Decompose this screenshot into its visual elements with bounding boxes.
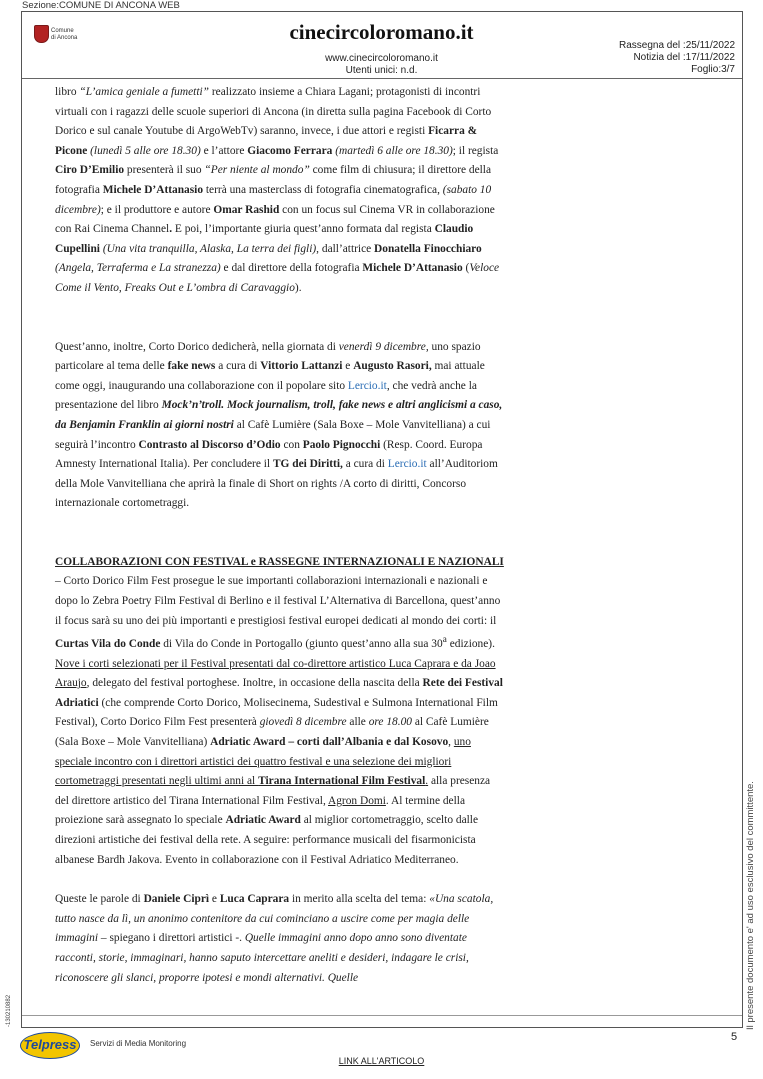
notizia-date: Notizia del :17/11/2022: [633, 52, 735, 63]
person-name: Michele D’Attanasio: [362, 262, 463, 275]
document-id: -130210882: [6, 994, 12, 1027]
text: al miglior cortometraggio, scelto dalle direzioni artistiche dei festival della rete. A seguire: performance musicali del fisarmonicista albanese Bardh Jakova. Evento in collaborazione con il Festival Adriatico Mediterraneo.: [55, 814, 479, 866]
paragraph-2: [55, 338, 505, 514]
festival-name: Tirana International Film Festival: [258, 775, 426, 788]
logo-line2: di Ancona: [51, 35, 78, 41]
underlined-text: .: [425, 775, 429, 788]
text: , dall’attrice: [316, 242, 375, 255]
person-name: Daniele Ciprì: [143, 893, 210, 906]
logo-line1: Comune: [51, 28, 74, 34]
paragraph-gap: [55, 870, 505, 890]
underlined-text: uno speciale incontro con i direttori artistici dei quattro festival e una selezione dei migliori cortometraggi presentati negli ultimi anni al: [55, 736, 471, 788]
festival-name: Curtas Vila do Conde: [55, 638, 161, 651]
text: all’Auditoriom della Mole Vanvitelliana che aprirà la finale di Short on rights /A corto di diritti, Concorso internazionale cortometraggi.: [55, 458, 498, 510]
underlined-text: Nove i corti selezionati per il Festival presentati dal co-direttore artistico Luca Caprara e da Joao Araujo: [55, 657, 496, 690]
text: alle: [346, 716, 369, 729]
text: e: [209, 893, 220, 906]
person-name: Donatella Finocchiaro: [374, 242, 482, 255]
person-name: Omar Rashid: [213, 203, 280, 216]
text: realizzato insieme a Chiara Lagani; protagonisti di incontri virtuali con i ragazzi delle scuole superiori di Ancona (in diretta sulla pagina Facebook di Corto Dorico e sul canale Youtube di ArgoWebTv) saranno, invece, i due attori e registi: [55, 86, 492, 138]
person-name: Luca Caprara: [219, 893, 290, 906]
text: con: [280, 438, 303, 451]
text: – Corto Dorico Film Fest prosegue le sue importanti collaborazioni internazionali e nazionali e dopo lo Zebra Poetry Film Festival di Berlino e il festival L’Alternativa di Barcellona, quest’anno il focus sarà su uno dei più importanti e prestigiosi festival europei dedicati al mondo dei corti: il: [55, 575, 501, 627]
person-name: Claudio Cupellini: [55, 223, 474, 255]
text: a cura di: [342, 458, 388, 471]
event-title: Contrasto al Discorso d’Odio: [138, 438, 281, 451]
person-name: Paolo Pignocchi: [302, 438, 381, 451]
text: uno spazio particolare al tema delle: [55, 340, 481, 373]
text: E poi, l’importante giuria quest’anno formata dal regista: [172, 223, 435, 236]
text: presenterà il suo: [124, 164, 205, 177]
quote: «Una scatola, tutto nasce da lì, un anonimo contenitore da cui cominciano a uscire come per magia delle immagini: [55, 893, 494, 945]
lercio-link[interactable]: Lercio.it: [387, 458, 427, 471]
superscript: a: [442, 635, 447, 646]
person-name: Ciro D’Emilio: [55, 164, 125, 177]
topic: fake news: [167, 360, 216, 373]
text: , delegato del festival portoghese. Inoltre, in occasione della nascita della: [86, 677, 423, 690]
film-titles: (Una vita tranquilla, Alaska, La terra dei figli): [102, 242, 317, 255]
lercio-link[interactable]: Lercio.it: [347, 379, 387, 392]
text: (: [462, 262, 470, 275]
person-name: Michele D’Attanasio: [102, 183, 204, 196]
telpress-brand: Telpress: [23, 1037, 77, 1052]
schedule: (sabato 10 dicembre): [55, 183, 492, 216]
paragraph-gap: [55, 514, 505, 553]
paragraph-4: [55, 890, 505, 988]
section-label: Sezione:COMUNE DI ANCONA WEB: [22, 0, 180, 11]
text: (che comprende Corto Dorico, Molisecinema, Sudestival e Sulmona International Film Festival), Corto Dorico Film Fest presenterà: [55, 696, 498, 729]
foglio-number: Foglio:3/7: [691, 64, 735, 75]
text: , che vedrà anche la presentazione del libro: [55, 379, 477, 412]
article-body: [55, 83, 505, 988]
schedule: (martedì 6 alle ore 18.30): [335, 144, 453, 157]
site-title: cinecircoloromano.it: [289, 20, 474, 44]
text: ; e il produttore e autore: [100, 203, 214, 216]
award-name: Adriatic Award: [225, 814, 301, 827]
text: ).: [294, 281, 302, 294]
person-name: Agron Domi: [328, 794, 386, 807]
text: edizione).: [446, 638, 495, 651]
award-name: Adriatic Award – corti dall’Albania e dal Kosovo: [210, 736, 449, 749]
unique-users: Utenti unici: n.d.: [345, 65, 418, 76]
text: mai attuale come oggi, inaugurando una collaborazione con il popolare sito: [55, 360, 485, 392]
site-url: www.cinecircoloromano.it: [325, 53, 438, 64]
text: di Vila do Conde in Portogallo (giunto quest’anno alla sua 30: [160, 638, 443, 651]
film-titles: (Angela, Terraferma e La stranezza): [55, 262, 221, 275]
text: e: [342, 360, 354, 373]
text: terrà una masterclass di fotografia cinematografica,: [203, 183, 443, 196]
person-name: Giacomo Ferrara: [247, 144, 333, 157]
person-name: Ficarra & Picone: [55, 125, 478, 157]
text: a cura di: [215, 360, 261, 373]
film-titles: Veloce Come il Vento, Freaks Out e L’ombra di Caravaggio: [55, 262, 500, 294]
quote: Quelle immagini anno dopo anno sono diventate racconti, storie, immaginari, hanno saputo intercettare aneliti e desideri, indagare le crisi, riconoscere gli slanci, proporre ipotesi e mondi alternativi. Quelle: [55, 932, 469, 984]
network-name: Rete dei Festival Adriatici: [55, 677, 503, 709]
text: Queste le parole di: [55, 893, 144, 906]
paragraph-1: [55, 83, 505, 299]
text: – spiegano i direttori artistici -.: [98, 932, 245, 945]
text: alla presenza del direttore artistico del Tirana International Film Festival,: [55, 775, 491, 807]
text: e dal direttore della fotografia: [220, 262, 363, 275]
text: come film di chiusura; il direttore della fotografia: [55, 164, 492, 196]
text: .: [169, 223, 173, 236]
text: al Cafè Lumière (Sala Boxe – Mole Vanvitelliana): [55, 716, 489, 749]
book-title: Mock’n’troll. Mock journalism, troll, fake news e altri anglicismi a caso, da Benjamin Franklin ai giorni nostri: [55, 399, 503, 431]
telpress-logo: [20, 1032, 80, 1059]
text: Quest’anno, inoltre, Corto Dorico dedicherà, nella giornata di: [55, 340, 339, 353]
services-label: Servizi di Media Monitoring: [90, 1039, 187, 1048]
article-link[interactable]: LINK ALL'ARTICOLO: [338, 1056, 425, 1066]
text: libro: [55, 86, 80, 98]
text: in merito alla scelta del tema:: [289, 893, 430, 906]
paragraph-gap: [55, 299, 505, 338]
page-number: 5: [731, 1031, 738, 1043]
book-title: “L’amica geniale a fumetti”: [79, 86, 209, 98]
schedule: (lunedì 5 alle ore 18.30): [90, 144, 201, 157]
text: ; il regista: [452, 144, 499, 157]
date: venerdì 9 dicembre,: [338, 340, 429, 353]
text: ,: [448, 736, 454, 749]
person-name: Vittorio Lattanzi: [260, 360, 343, 373]
event-title: TG dei Diritti,: [272, 458, 343, 471]
footer-divider: [22, 1015, 742, 1016]
date: giovedì 8 dicembre: [259, 716, 347, 729]
usage-notice: Il presente documento e' ad uso esclusivo del committente.: [745, 781, 756, 1030]
film-title: “Per niente al mondo”: [204, 164, 310, 177]
time: ore 18.00: [368, 716, 412, 729]
text: . Al termine della proiezione sarà assegnato lo speciale: [55, 794, 465, 827]
person-name: Augusto Rasori,: [353, 360, 432, 373]
text: e l’attore: [200, 144, 248, 157]
header-divider: [22, 78, 742, 79]
section-heading: COLLABORAZIONI CON FESTIVAL e RASSEGNE INTERNAZIONALI E NAZIONALI: [55, 555, 504, 568]
text: al Cafè Lumière (Sala Boxe – Mole Vanvitelliana) a cui seguirà l’incontro: [55, 418, 491, 451]
rassegna-date: Rassegna del :25/11/2022: [618, 40, 735, 51]
text: con un focus sul Cinema VR in collaborazione con Rai Cinema Channel: [55, 203, 495, 236]
text: (Resp. Coord. Europa Amnesty International Italia). Per concludere il: [55, 438, 483, 471]
paragraph-3: [55, 553, 505, 870]
